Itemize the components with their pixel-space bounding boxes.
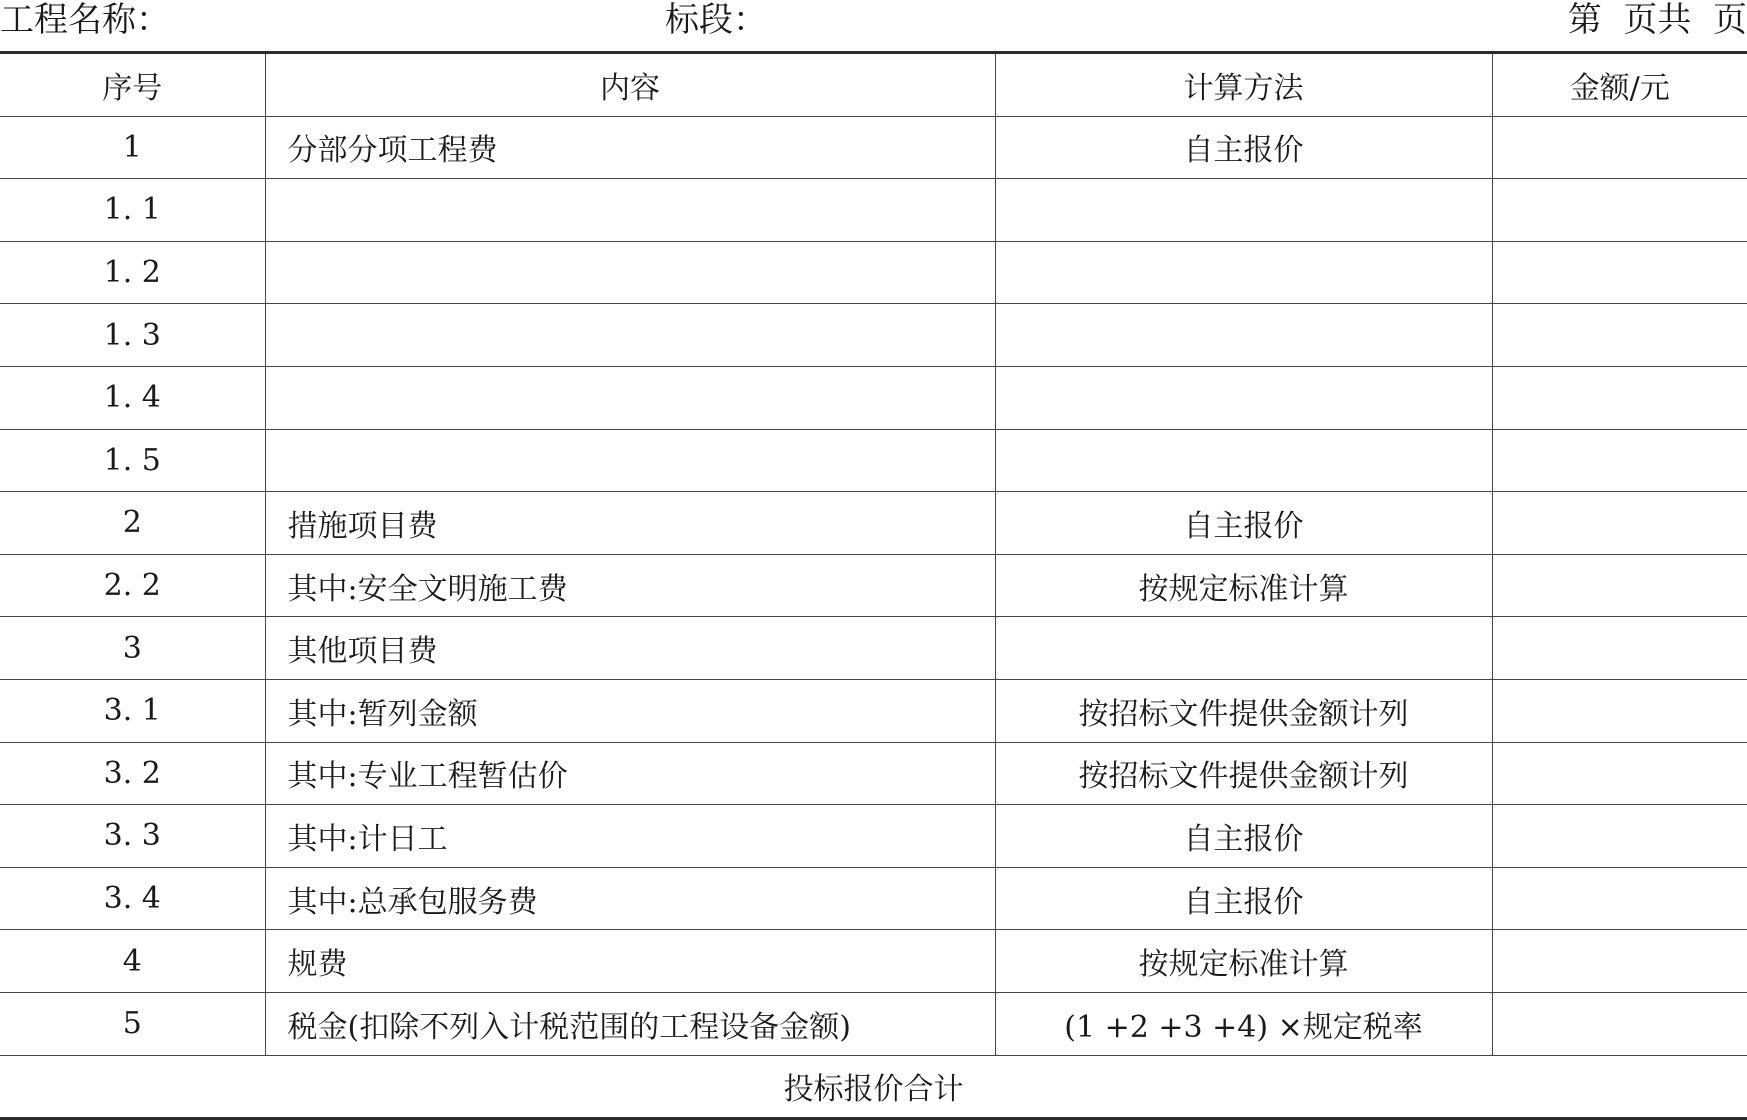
- row-amount: [1492, 304, 1747, 367]
- row-method: [995, 617, 1492, 680]
- row-content: [265, 179, 995, 242]
- row-amount: [1492, 679, 1747, 742]
- row-method: [995, 429, 1492, 492]
- column-header-amount: 金额/元: [1492, 53, 1747, 117]
- table-row: [0, 617, 1747, 680]
- row-amount: [1492, 116, 1747, 179]
- page-count-label: 第 页共 页: [1567, 0, 1747, 40]
- row-content: [265, 429, 995, 492]
- table-row: [0, 179, 1747, 242]
- row-amount: [1492, 930, 1747, 993]
- table-row: [0, 742, 1747, 805]
- table-row: [0, 429, 1747, 492]
- row-content: [265, 366, 995, 429]
- table-row: [0, 930, 1747, 993]
- row-content: [265, 241, 995, 304]
- row-number: 1. 2: [0, 241, 265, 304]
- column-header-no: 序号: [0, 53, 265, 117]
- row-content: [265, 304, 995, 367]
- row-number: 1: [0, 116, 265, 179]
- section-label: 标段：: [665, 0, 767, 40]
- row-amount: [1492, 805, 1747, 868]
- total-row: [0, 1055, 1747, 1119]
- row-amount: [1492, 554, 1747, 617]
- row-content: 分部分项工程费: [265, 116, 995, 179]
- row-number: 3. 4: [0, 867, 265, 930]
- row-method: 按招标文件提供金额计列: [995, 742, 1492, 805]
- total-label: 投标报价合计: [0, 1055, 1747, 1119]
- row-number: 5: [0, 992, 265, 1055]
- row-amount: [1492, 742, 1747, 805]
- row-amount: [1492, 617, 1747, 680]
- row-method: 按规定标准计算: [995, 930, 1492, 993]
- table-row: [0, 304, 1747, 367]
- row-content: 措施项目费: [265, 492, 995, 555]
- row-content: 其中:专业工程暂估价: [265, 742, 995, 805]
- bid-summary-table: [0, 51, 1747, 1120]
- table-row: [0, 241, 1747, 304]
- table-row: [0, 116, 1747, 179]
- row-method: 自主报价: [995, 867, 1492, 930]
- table-row: [0, 867, 1747, 930]
- document-header: [0, 0, 1747, 50]
- table-row: [0, 679, 1747, 742]
- row-method: [995, 304, 1492, 367]
- row-method: (1 +2 +3 +4) ×规定税率: [995, 992, 1492, 1055]
- row-content: 其中:安全文明施工费: [265, 554, 995, 617]
- row-content: 其他项目费: [265, 617, 995, 680]
- row-method: [995, 366, 1492, 429]
- row-number: 2: [0, 492, 265, 555]
- table-header-row: [0, 53, 1747, 117]
- row-number: 3. 3: [0, 805, 265, 868]
- row-number: 3: [0, 617, 265, 680]
- row-amount: [1492, 241, 1747, 304]
- row-amount: [1492, 366, 1747, 429]
- row-amount: [1492, 867, 1747, 930]
- row-number: 1. 5: [0, 429, 265, 492]
- column-header-method: 计算方法: [995, 53, 1492, 117]
- row-content: 其中:总承包服务费: [265, 867, 995, 930]
- row-amount: [1492, 492, 1747, 555]
- project-name-label: 工程名称：: [0, 0, 170, 40]
- row-amount: [1492, 992, 1747, 1055]
- row-number: 1. 4: [0, 366, 265, 429]
- row-method: 自主报价: [995, 492, 1492, 555]
- row-method: 按招标文件提供金额计列: [995, 679, 1492, 742]
- table-row: [0, 366, 1747, 429]
- row-number: 2. 2: [0, 554, 265, 617]
- table-row: [0, 492, 1747, 555]
- row-method: 按规定标准计算: [995, 554, 1492, 617]
- row-method: 自主报价: [995, 116, 1492, 179]
- row-content: 税金(扣除不列入计税范围的工程设备金额): [265, 992, 995, 1055]
- table-row: [0, 992, 1747, 1055]
- row-number: 1. 1: [0, 179, 265, 242]
- row-method: 自主报价: [995, 805, 1492, 868]
- row-amount: [1492, 429, 1747, 492]
- row-method: [995, 241, 1492, 304]
- row-number: 3. 1: [0, 679, 265, 742]
- table-row: [0, 554, 1747, 617]
- column-header-content: 内容: [265, 53, 995, 117]
- table-row: [0, 805, 1747, 868]
- row-number: 1. 3: [0, 304, 265, 367]
- row-method: [995, 179, 1492, 242]
- row-number: 4: [0, 930, 265, 993]
- row-content: 其中:计日工: [265, 805, 995, 868]
- row-content: 规费: [265, 930, 995, 993]
- row-amount: [1492, 179, 1747, 242]
- row-number: 3. 2: [0, 742, 265, 805]
- row-content: 其中:暂列金额: [265, 679, 995, 742]
